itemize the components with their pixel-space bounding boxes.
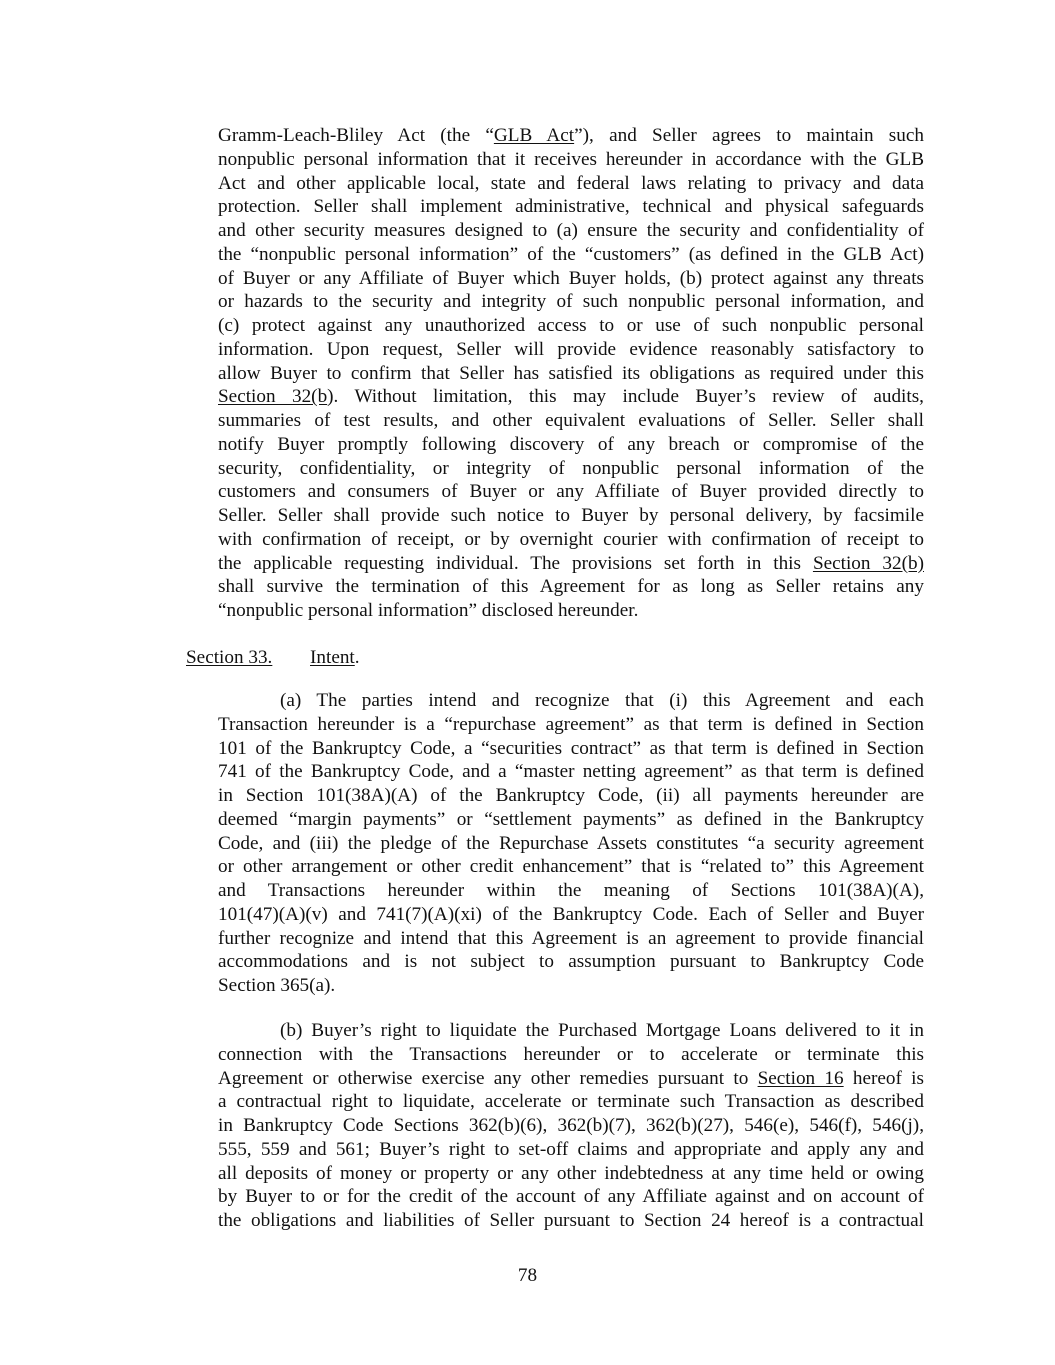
text-line <box>218 148 924 172</box>
text-run: notify Buyer promptly following discovery of any breach or compromise of the <box>218 433 924 455</box>
text-run: ”), and Seller agrees to maintain such <box>574 125 924 146</box>
section-title-period: . <box>354 647 360 668</box>
text-run: and Transactions hereunder within the meaning of Sections 101(38A)(A), <box>218 880 924 901</box>
text-line <box>218 1138 924 1162</box>
section-number: Section 33. <box>186 647 273 668</box>
text-line <box>218 974 924 998</box>
text-line <box>218 879 924 903</box>
text-run: a contractual right to liquidate, accelerate or terminate such Transaction as described <box>218 1091 924 1113</box>
paragraph-intent-b <box>218 1019 924 1233</box>
section-reference: Section 16 <box>757 1067 844 1089</box>
text-line <box>218 950 924 974</box>
text-run: (c) protect against any unauthorized access to or use of such nonpublic personal <box>218 315 924 336</box>
section-reference: Section 32(b) <box>812 552 924 574</box>
text-run: (b) Buyer’s right to liquidate the Purchased Mortgage Loans delivered to it in <box>280 1020 924 1041</box>
text-line <box>218 552 924 576</box>
text-run: 101 of the Bankruptcy Code, a “securities contract” as that term is defined in Section <box>218 737 924 759</box>
text-line <box>218 195 924 219</box>
section-33-heading <box>186 646 360 670</box>
text-run: Agreement or otherwise exercise any other remedies pursuant to <box>218 1067 758 1089</box>
text-line <box>218 433 924 457</box>
text-run: 741 of the Bankruptcy Code, and a “master netting agreement” as that term is defined <box>218 761 924 783</box>
text-line <box>218 480 924 504</box>
text-line <box>218 713 924 737</box>
text-line <box>218 760 924 784</box>
text-run: deemed “margin payments” or “settlement payments” as defined in the Bankruptcy <box>218 808 924 830</box>
paragraph-intent-a <box>218 689 924 998</box>
text-run: hereof is <box>843 1067 924 1089</box>
text-run: nonpublic personal information that it receives hereunder in accordance with the GLB <box>218 148 924 170</box>
text-line <box>218 172 924 196</box>
text-run: security, confidentiality, or integrity of nonpublic personal information of the <box>218 457 924 479</box>
text-run: or hazards to the security and integrity of such nonpublic personal information, and <box>218 291 924 313</box>
text-line <box>218 504 924 528</box>
text-line <box>218 290 924 314</box>
text-line <box>218 1209 924 1233</box>
text-line <box>218 903 924 927</box>
text-run: Gramm-Leach-Bliley Act (the “ <box>218 125 494 146</box>
text-line <box>218 362 924 386</box>
text-run: accommodations and is not subject to assumption pursuant to Bankruptcy Code <box>218 951 924 973</box>
text-line <box>218 528 924 552</box>
text-run: with confirmation of receipt, or by overnight courier with confirmation of receipt to <box>218 528 924 550</box>
text-line <box>218 385 924 409</box>
text-run: customers and consumers of Buyer or any Affiliate of Buyer provided directly to <box>218 481 924 503</box>
paragraph-privacy-safeguards <box>218 124 924 623</box>
section-title: Intent <box>310 647 355 668</box>
text-line <box>218 1043 924 1067</box>
text-run: 101(47)(A)(v) and 741(7)(A)(xi) of the Bankruptcy Code. Each of Seller and Buyer <box>218 903 924 925</box>
text-line <box>218 737 924 761</box>
text-line <box>218 1067 924 1091</box>
text-run: in Section 101(38A)(A) of the Bankruptcy Code, (ii) all payments hereunder are <box>218 785 924 806</box>
text-line <box>218 124 924 148</box>
text-run: the applicable requesting individual. The provisions set forth in this <box>218 552 813 574</box>
text-line <box>218 267 924 291</box>
text-line <box>218 855 924 879</box>
text-run: and other security measures designed to (a) ensure the security and confidentiality of <box>218 220 924 241</box>
text-run: connection with the Transactions hereunder or to accelerate or terminate this <box>218 1043 924 1065</box>
section-reference: Section 32(b <box>218 386 328 408</box>
text-run: Transaction hereunder is a “repurchase agreement” as that term is defined in Section <box>218 713 924 735</box>
text-run: allow Buyer to confirm that Seller has satisfied its obligations as required under this <box>218 362 924 384</box>
text-run: “nonpublic personal information” disclosed hereunder. <box>218 600 639 621</box>
text-run: by Buyer to or for the credit of the account of any Affiliate against and on account of <box>218 1186 924 1208</box>
text-run: in Bankruptcy Code Sections 362(b)(6), 362(b)(7), 362(b)(27), 546(e), 546(f), 546(j), <box>218 1115 924 1136</box>
section-reference: GLB Act <box>493 125 575 146</box>
text-line <box>218 409 924 433</box>
text-run: further recognize and intend that this Agreement is an agreement to provide financial <box>218 927 924 949</box>
text-line <box>218 457 924 481</box>
text-run: Act and other applicable local, state and federal laws relating to privacy and data <box>218 172 924 194</box>
text-run: Section 365(a). <box>218 975 336 996</box>
text-run: or other arrangement or other credit enhancement” that is “related to” this Agreement <box>218 856 924 878</box>
text-line <box>218 1114 924 1138</box>
text-line <box>218 808 924 832</box>
page-number: 78 <box>517 1265 538 1286</box>
text-run: (a) The parties intend and recognize that (i) this Agreement and each <box>280 690 924 711</box>
text-line <box>218 927 924 951</box>
text-line <box>218 243 924 267</box>
text-run: information. Upon request, Seller will provide evidence reasonably satisfactory to <box>218 338 924 360</box>
text-line <box>218 338 924 362</box>
text-run: all deposits of money or property or any other indebtedness at any time held or owing <box>218 1162 924 1184</box>
text-run: the “nonpublic personal information” of the “customers” (as defined in the GLB Act) <box>218 243 924 265</box>
text-run: shall survive the termination of this Agreement for as long as Seller retains any <box>218 576 924 598</box>
text-line <box>218 1019 924 1043</box>
text-run: protection. Seller shall implement administrative, technical and physical safeguards <box>218 196 924 218</box>
text-line <box>218 1162 924 1186</box>
text-line <box>218 1090 924 1114</box>
text-line <box>218 575 924 599</box>
text-line <box>218 219 924 243</box>
text-line <box>218 1185 924 1209</box>
text-line <box>218 784 924 808</box>
text-line <box>218 314 924 338</box>
text-run: Seller. Seller shall provide such notice to Buyer by personal delivery, by facsimile <box>218 505 924 526</box>
text-run: 555, 559 and 561; Buyer’s right to set-off claims and appropriate and apply any and <box>218 1138 924 1160</box>
text-run: summaries of test results, and other equivalent evaluations of Seller. Seller shall <box>218 410 924 431</box>
text-line <box>218 832 924 856</box>
text-line <box>218 689 924 713</box>
text-line <box>218 599 924 623</box>
text-run: ). Without limitation, this may include Buyer’s review of audits, <box>327 386 924 408</box>
text-run: of Buyer or any Affiliate of Buyer which Buyer holds, (b) protect against any threats <box>218 267 924 289</box>
text-run: Code, and (iii) the pledge of the Repurchase Assets constitutes “a security agreement <box>218 832 924 854</box>
text-run: the obligations and liabilities of Seller pursuant to Section 24 hereof is a contractual <box>218 1210 924 1231</box>
